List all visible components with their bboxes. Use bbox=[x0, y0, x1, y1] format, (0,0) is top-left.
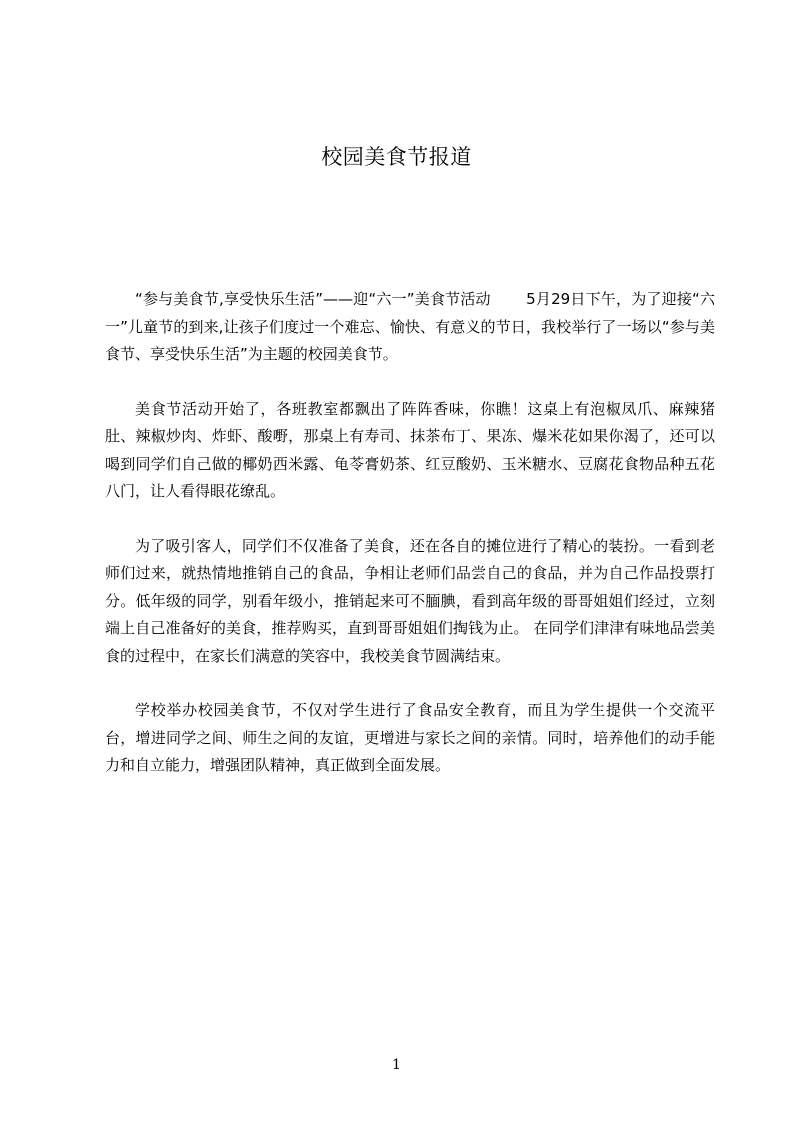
document-body bbox=[105, 286, 715, 807]
paragraph-decorations: 为了吸引客人，同学们不仅准备了美食，还在各自的摊位进行了精心的装扮。一看到老师们过来，就热情地推销自己的食品，争相让老师们品尝自己的食品，并为自己作品投票打分。低年级的同学，别看年级小，推销起来可不腼腆，看到高年级的哥哥姐姐们经过，立刻端上自己准备好的美食，推荐购买，直到哥哥姐姐们掏钱为止。 在同学们津津有味地品尝美食的过程中，在家长们满意的笑容中，我校美食节圆满结束。 bbox=[105, 536, 715, 665]
paragraph-food-stalls: 美食节活动开始了，各班教室都飘出了阵阵香味，你瞧！这桌上有泡椒凤爪、麻辣猪肚、辣椒炒肉、炸虾、酸嘢，那桌上有寿司、抹茶布丁、果冻、爆米花如果你渴了，还可以喝到同学们自己做的椰奶西米露、龟苓膏奶茶、红豆酸奶、玉米糖水、豆腐花食物品种五花八门，让人看得眼花缭乱。 bbox=[105, 399, 715, 500]
page-number: 1 bbox=[392, 1057, 401, 1073]
paragraph-conclusion: 学校举办校园美食节，不仅对学生进行了食品安全教育，而且为学生提供一个交流平台，增进同学之间、师生之间的友谊，更增进与家长之间的亲情。同时，培养他们的动手能力和自立能力，增强团队精神，真正做到全面发展。 bbox=[105, 701, 715, 774]
document-title: 校园美食节报道 bbox=[321, 145, 472, 169]
paragraph-intro: “参与美食节,享受快乐生活”——迎“六一”美食节活动 5月29日下午，为了迎接“六一”儿童节的到来,让孩子们度过一个难忘、愉快、有意义的节日，我校举行了一场以“参与美食节、享受快乐生活”为主题的校园美食节。 bbox=[105, 290, 715, 363]
